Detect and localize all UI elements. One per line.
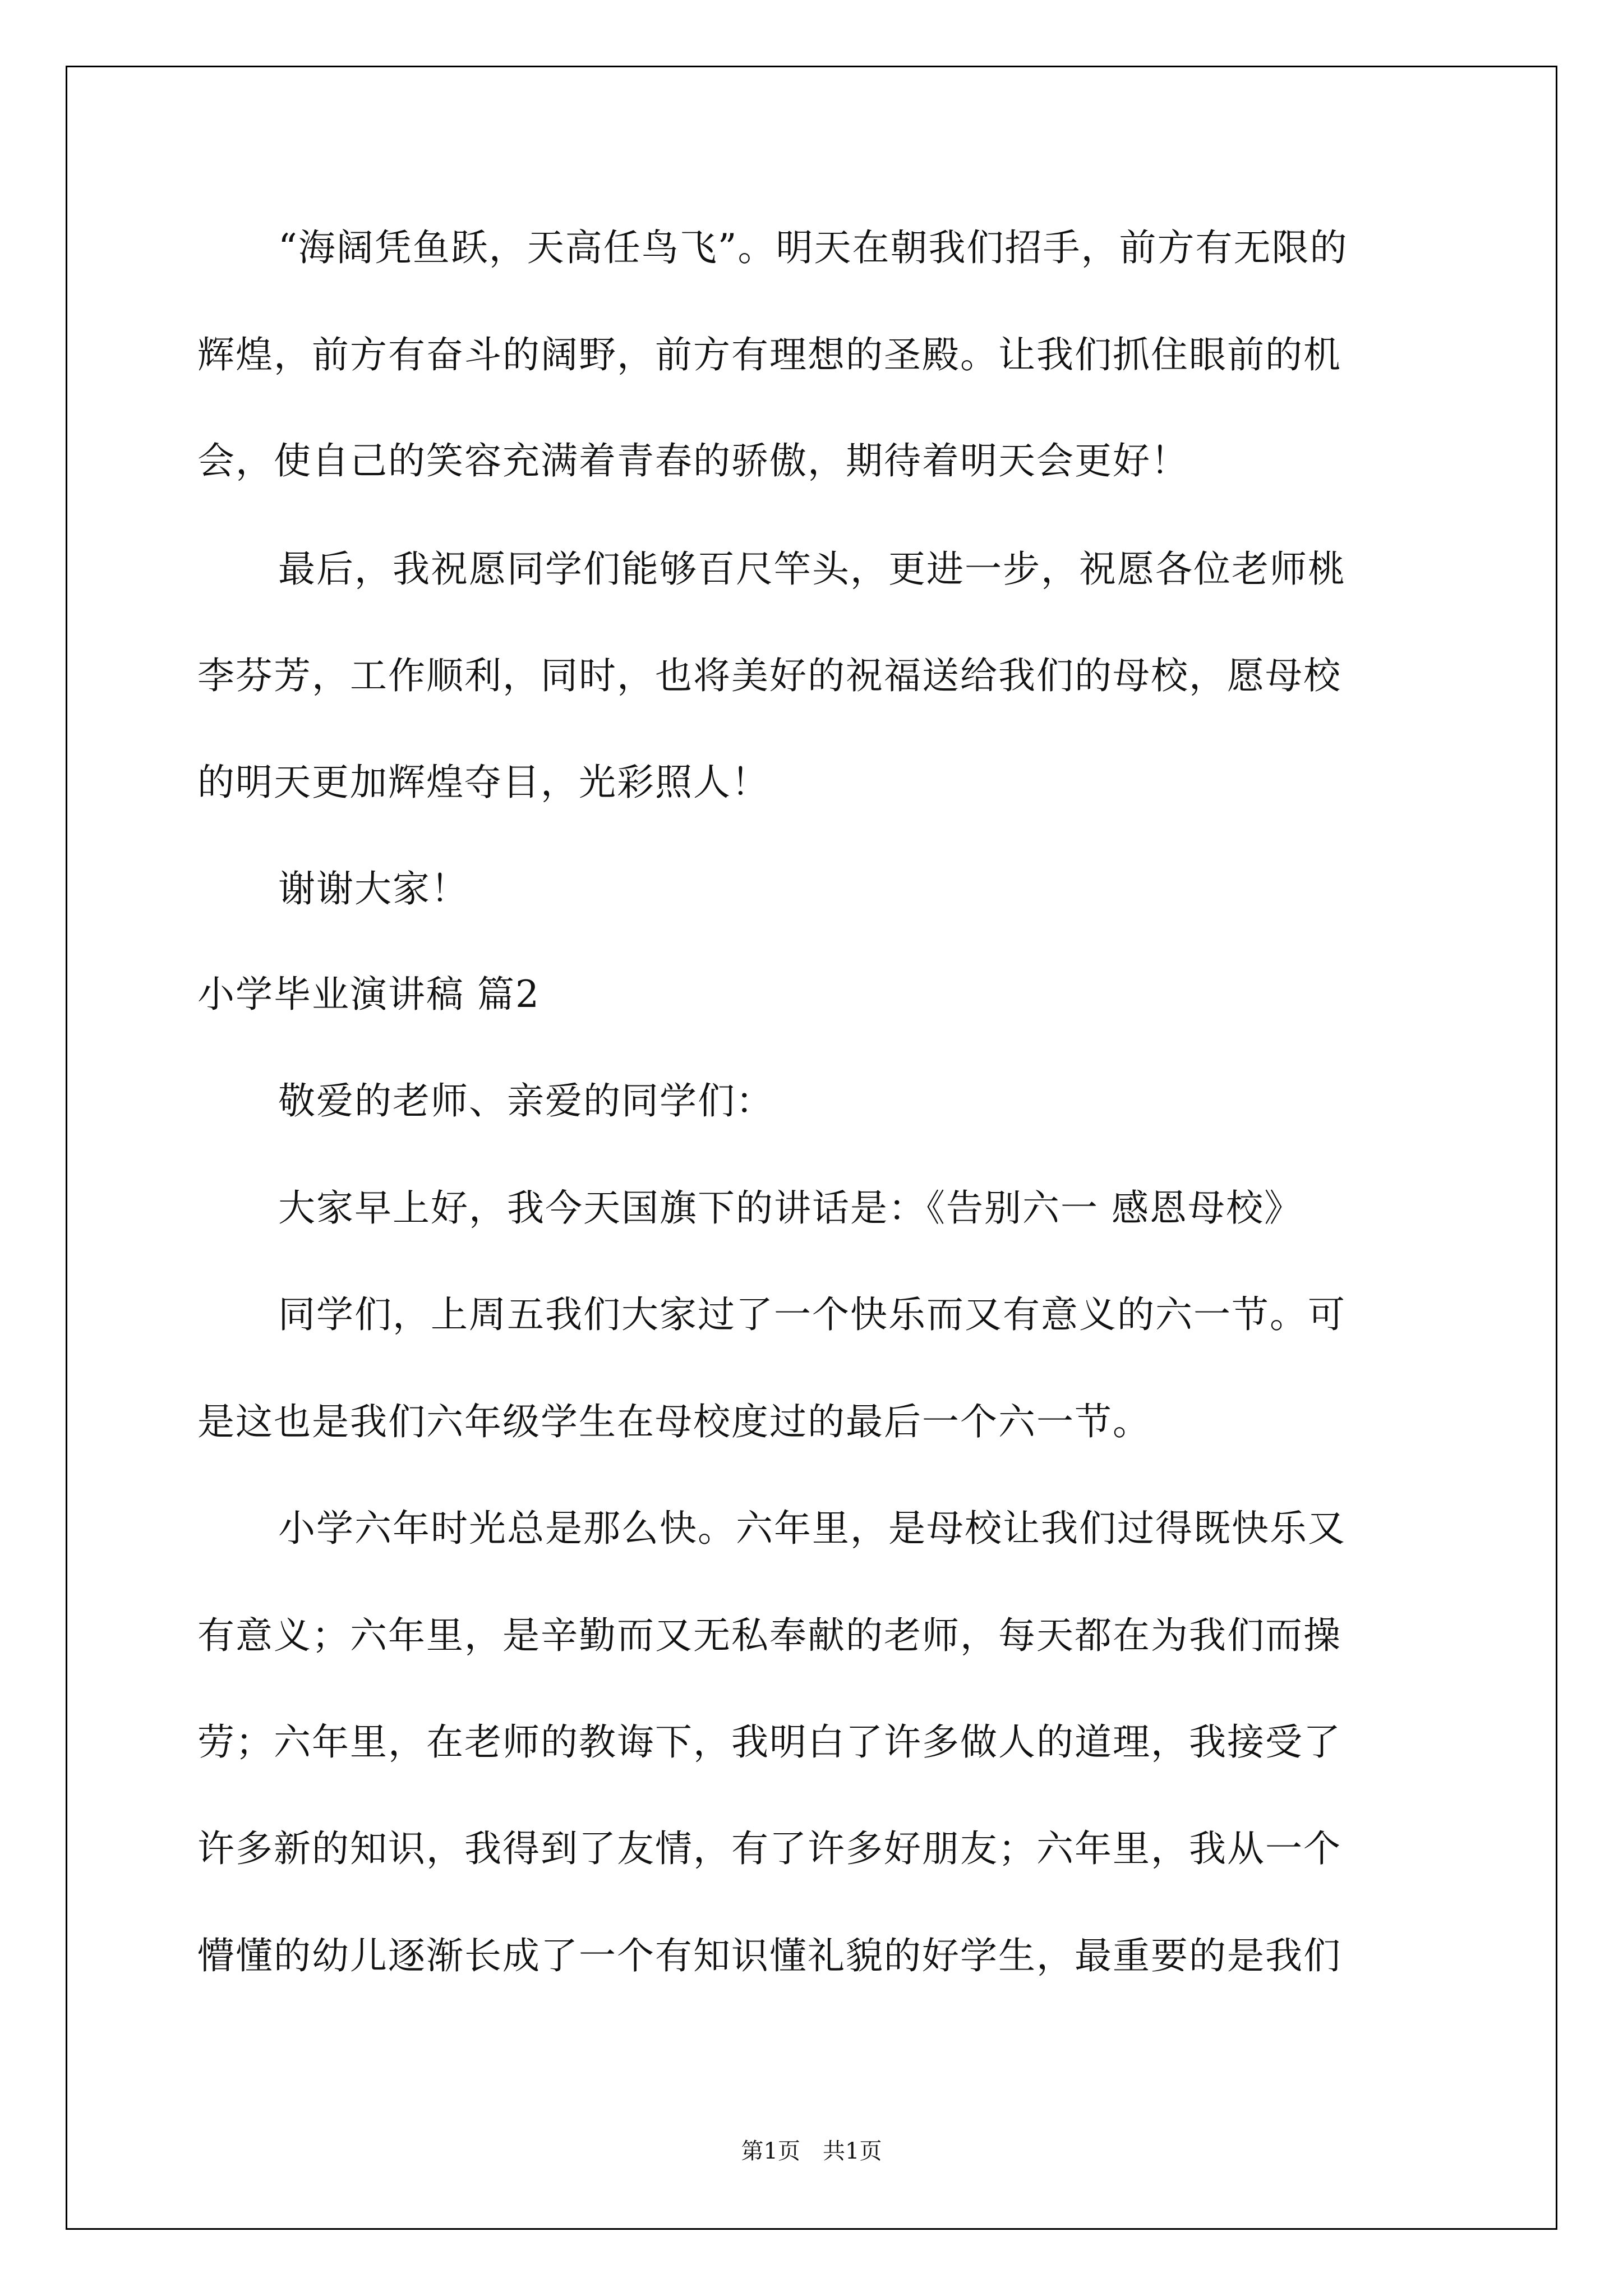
greeting-line: 大家早上好，我今天国旗下的讲话是：《告别六一 感恩母校》 <box>278 1186 1302 1230</box>
page-number-footer: 第1页 共1页 <box>741 2138 882 2164</box>
paragraph-1-line-1: “海阔凭鱼跃，天高任鸟飞”。明天在朝我们招手，前方有无限的 <box>278 226 1348 269</box>
paragraph-8-line-1: 小学六年时光总是那么快。六年里，是母校让我们过得既快乐又 <box>278 1507 1346 1550</box>
page-border <box>66 66 1557 2230</box>
salutation: 敬爱的老师、亲爱的同学们： <box>278 1079 774 1122</box>
paragraph-2-line-2: 李芬芳，工作顺利，同时，也将美好的祝福送给我们的母校，愿母校 <box>197 654 1341 697</box>
paragraph-8-line-2: 有意义；六年里，是辛勤而又无私奉献的老师，每天都在为我们而操 <box>197 1614 1341 1657</box>
paragraph-3-line-1: 谢谢大家！ <box>278 867 469 910</box>
paragraph-8-line-4: 许多新的知识，我得到了友情，有了许多好朋友；六年里，我从一个 <box>197 1827 1341 1870</box>
paragraph-8-line-5: 懵懂的幼儿逐渐长成了一个有知识懂礼貌的好学生，最重要的是我们 <box>197 1934 1341 1977</box>
paragraph-7-line-2: 是这也是我们六年级学生在母校度过的最后一个六一节。 <box>197 1400 1151 1443</box>
paragraph-2-line-1: 最后，我祝愿同学们能够百尺竿头，更进一步，祝愿各位老师桃 <box>278 547 1346 591</box>
paragraph-7-line-1: 同学们，上周五我们大家过了一个快乐而又有意义的六一节。可 <box>278 1293 1346 1336</box>
section-heading: 小学毕业演讲稿 篇2 <box>197 973 540 1016</box>
paragraph-2-line-3: 的明天更加辉煌夺目，光彩照人！ <box>197 761 769 804</box>
paragraph-1-line-3: 会，使自己的笑容充满着青春的骄傲，期待着明天会更好！ <box>197 439 1189 482</box>
paragraph-8-line-3: 劳；六年里，在老师的教诲下，我明白了许多做人的道理，我接受了 <box>197 1720 1341 1764</box>
paragraph-1-line-2: 辉煌，前方有奋斗的阔野，前方有理想的圣殿。让我们抓住眼前的机 <box>197 333 1341 376</box>
